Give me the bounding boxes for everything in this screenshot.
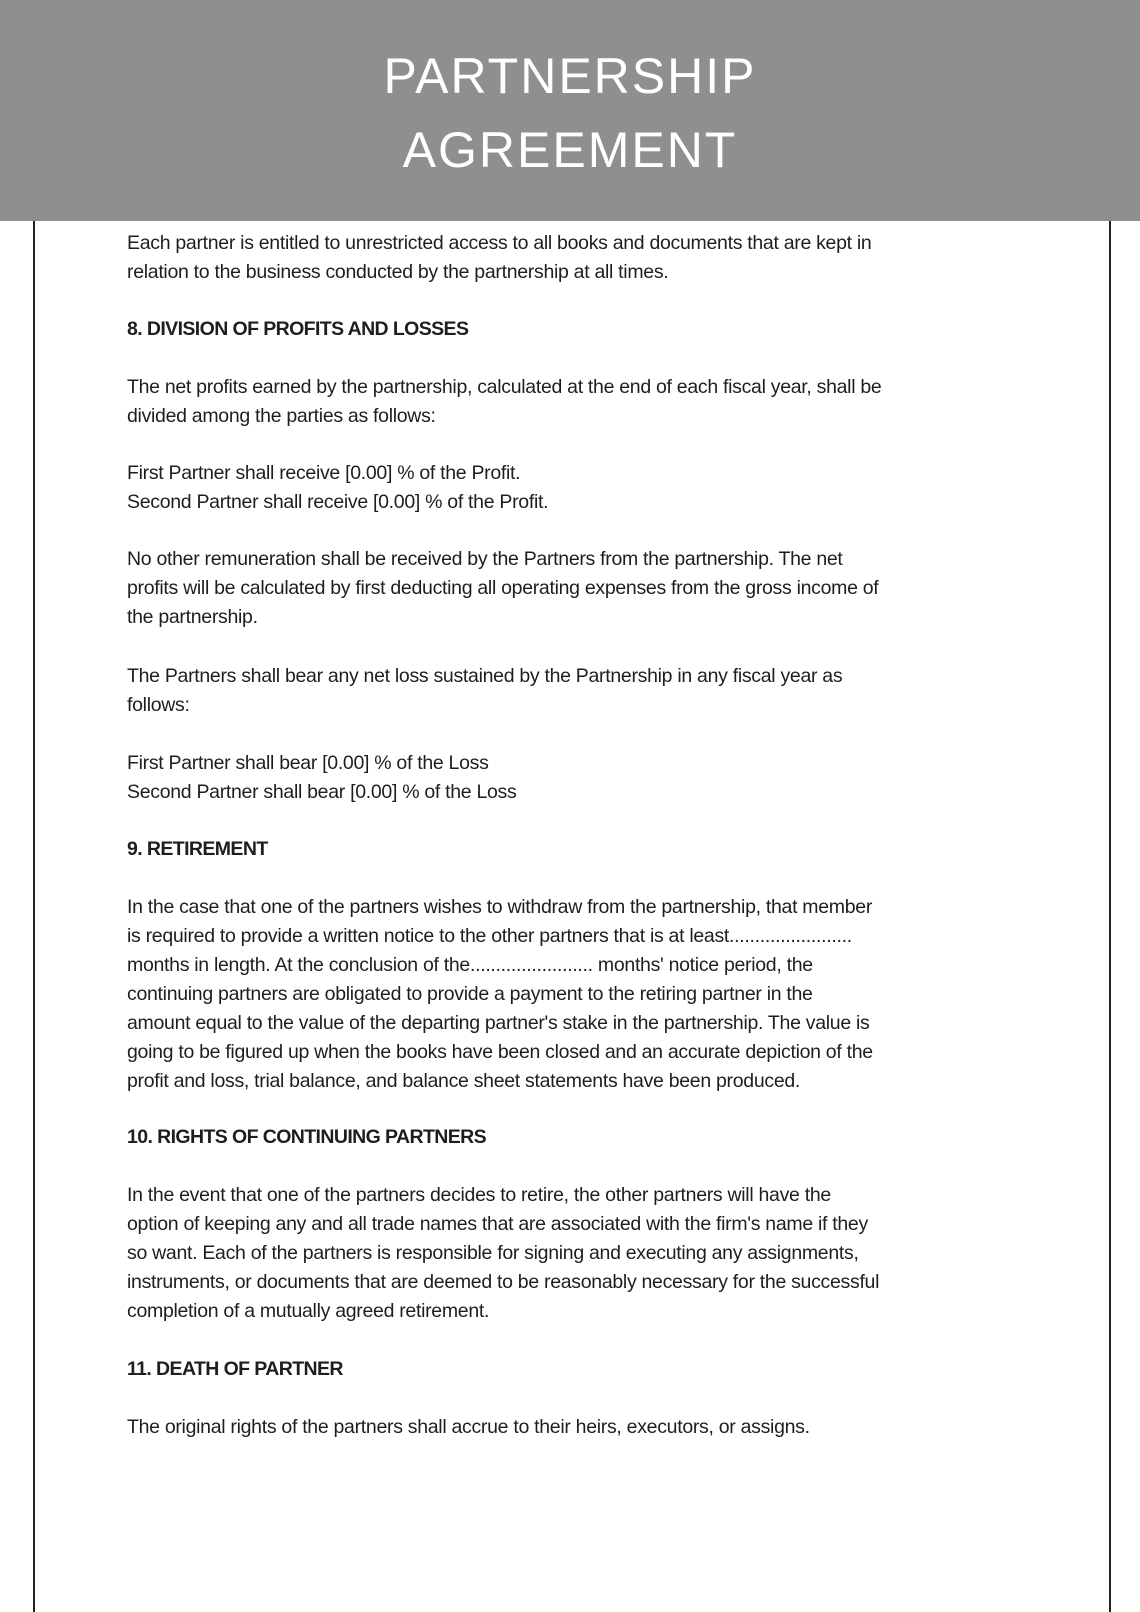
section-heading bbox=[127, 1123, 486, 1152]
text-line: Each partner is entitled to unrestricted access to all books and documents that are kept in bbox=[127, 232, 872, 254]
text-line: First Partner shall bear [0.00] % of the Loss bbox=[127, 752, 489, 774]
text-line: First Partner shall receive [0.00] % of the Profit. bbox=[127, 462, 521, 484]
paragraph bbox=[127, 1181, 879, 1326]
section-heading bbox=[127, 1355, 343, 1384]
document-title-line-2: AGREEMENT bbox=[402, 122, 738, 178]
text-line: divided among the parties as follows: bbox=[127, 405, 436, 427]
text-line: continuing partners are obligated to provide a payment to the retiring partner in the bbox=[127, 983, 813, 1005]
paragraph bbox=[127, 459, 548, 517]
text-line: 11. DEATH OF PARTNER bbox=[127, 1358, 343, 1380]
paragraph bbox=[127, 545, 878, 632]
text-line: The net profits earned by the partnership, calculated at the end of each fiscal year, shall be bbox=[127, 376, 882, 398]
text-line: instruments, or documents that are deemed to be reasonably necessary for the successful bbox=[127, 1271, 880, 1293]
paragraph bbox=[127, 229, 871, 287]
text-line: relation to the business conducted by the partnership at all times. bbox=[127, 261, 669, 283]
text-line: is required to provide a written notice to the other partners that is at least........................ bbox=[127, 925, 852, 947]
text-line: so want. Each of the partners is responsible for signing and executing any assignments, bbox=[127, 1242, 859, 1264]
paragraph bbox=[127, 893, 873, 1096]
text-line: follows: bbox=[127, 694, 190, 716]
page-border-right bbox=[1109, 221, 1111, 1612]
text-line: the partnership. bbox=[127, 606, 258, 628]
document-title-line-1: PARTNERSHIP bbox=[383, 48, 757, 104]
paragraph bbox=[127, 373, 881, 431]
text-line: months in length. At the conclusion of the........................ months' notice period, the bbox=[127, 954, 813, 976]
text-line: The Partners shall bear any net loss sustained by the Partnership in any fiscal year as bbox=[127, 665, 843, 687]
text-line: Second Partner shall bear [0.00] % of the Loss bbox=[127, 781, 517, 803]
text-line: In the event that one of the partners decides to retire, the other partners will have the bbox=[127, 1184, 831, 1206]
text-line: option of keeping any and all trade names that are associated with the firm's name if they bbox=[127, 1213, 868, 1235]
text-line: No other remuneration shall be received by the Partners from the partnership. The net bbox=[127, 548, 843, 570]
text-line: 10. RIGHTS OF CONTINUING PARTNERS bbox=[127, 1126, 487, 1148]
text-line: 8. DIVISION OF PROFITS AND LOSSES bbox=[127, 318, 469, 340]
paragraph bbox=[127, 1413, 810, 1442]
text-line: profit and loss, trial balance, and balance sheet statements have been produced. bbox=[127, 1070, 801, 1092]
paragraph bbox=[127, 662, 842, 720]
text-line: profits will be calculated by first deducting all operating expenses from the gross income of bbox=[127, 577, 879, 599]
header-banner bbox=[0, 0, 1140, 221]
text-line: going to be figured up when the books have been closed and an accurate depiction of the bbox=[127, 1041, 873, 1063]
text-line: The original rights of the partners shall accrue to their heirs, executors, or assigns. bbox=[127, 1416, 810, 1438]
text-line: amount equal to the value of the departing partner's stake in the partnership. The value is bbox=[127, 1012, 870, 1034]
text-line: completion of a mutually agreed retirement. bbox=[127, 1300, 490, 1322]
section-heading bbox=[127, 835, 268, 864]
page-border-left bbox=[33, 221, 35, 1612]
text-line: Second Partner shall receive [0.00] % of the Profit. bbox=[127, 491, 549, 513]
paragraph bbox=[127, 749, 516, 807]
text-line: In the case that one of the partners wishes to withdraw from the partnership, that member bbox=[127, 896, 873, 918]
text-line: 9. RETIREMENT bbox=[127, 838, 268, 860]
section-heading bbox=[127, 315, 468, 344]
